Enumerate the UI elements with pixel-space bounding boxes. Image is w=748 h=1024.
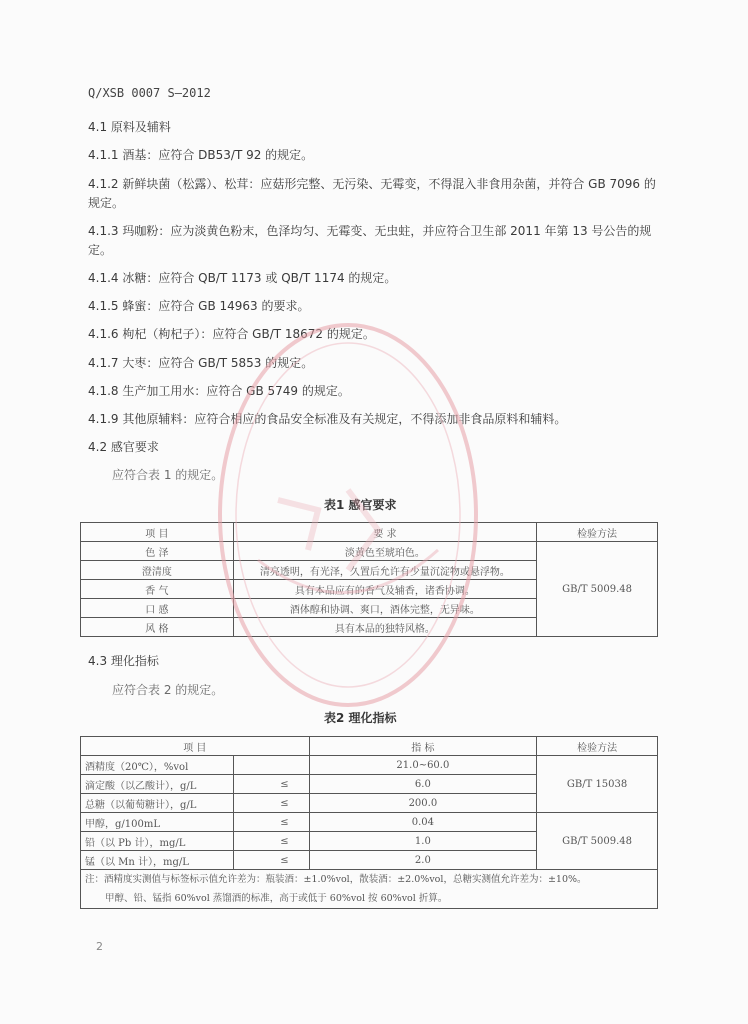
table2-symbol: ≤ xyxy=(233,813,309,832)
table2-header-value: 指 标 xyxy=(309,737,537,756)
table1-header-req: 要 求 xyxy=(233,523,536,542)
table2-method-2: GB/T 5009.48 xyxy=(537,813,658,870)
table1-item: 风 格 xyxy=(81,618,234,637)
table2-symbol: ≤ xyxy=(233,775,309,794)
table2-header-item: 项 目 xyxy=(81,737,310,756)
table2-note-line-1: 注：酒精度实测值与标签标示值允许差为：瓶装酒：±1.0%vol，散装酒：±2.0%vol，总糖实测值允许差为：±10%。 xyxy=(85,874,587,885)
section-4-3: 4.3 理化指标 xyxy=(88,654,159,668)
section-4-1-5: 4.1.5 蜂蜜：应符合 GB 14963 的要求。 xyxy=(88,299,310,313)
section-4-1-7: 4.1.7 大枣：应符合 GB/T 5853 的规定。 xyxy=(88,356,314,370)
table1-req: 具有本品的独特风格。 xyxy=(233,618,536,637)
table2-physicochemical xyxy=(80,736,658,909)
table1-caption: 表1 感官要求 xyxy=(324,498,397,512)
table1-req: 淡黄色至琥珀色。 xyxy=(233,542,536,561)
table2-symbol xyxy=(233,756,309,775)
page-number: 2 xyxy=(96,940,103,953)
table2-value: 200.0 xyxy=(309,794,537,813)
section-4-1-4: 4.1.4 冰糖：应符合 QB/T 1173 或 QB/T 1174 的规定。 xyxy=(88,271,397,285)
section-4-1-6: 4.1.6 枸杞（枸杞子）：应符合 GB/T 18672 的规定。 xyxy=(88,327,375,341)
table2-caption: 表2 理化指标 xyxy=(324,711,397,725)
official-stamp-seal xyxy=(198,300,498,730)
table2-note-line-2: 甲醇、铅、锰指 60%vol 蒸馏酒的标准，高于或低于 60%vol 按 60%vol 折算。 xyxy=(105,893,448,904)
table2-symbol: ≤ xyxy=(233,851,309,870)
section-4-1: 4.1 原料及辅料 xyxy=(88,120,171,134)
table2-item: 锰（以 Mn 计），mg/L xyxy=(81,851,234,870)
table2-value: 6.0 xyxy=(309,775,537,794)
table2-value: 2.0 xyxy=(309,851,537,870)
section-4-1-1: 4.1.1 酒基：应符合 DB53/T 92 的规定。 xyxy=(88,148,314,162)
table2-value: 21.0~60.0 xyxy=(309,756,537,775)
table2-symbol: ≤ xyxy=(233,832,309,851)
table1-header-item: 项 目 xyxy=(81,523,234,542)
table2-item: 甲醇，g/100mL xyxy=(81,813,234,832)
section-4-1-3: 4.1.3 玛咖粉：应为淡黄色粉末，色泽均匀、无霉变、无虫蛀，并应符合卫生部 2011 年第 13 号公告的规定。 xyxy=(88,224,652,257)
section-4-2: 4.2 感官要求 xyxy=(88,440,159,454)
table2-item: 总糖（以葡萄糖计），g/L xyxy=(81,794,234,813)
section-4-1-8: 4.1.8 生产加工用水：应符合 GB 5749 的规定。 xyxy=(88,384,350,398)
table2-header-method: 检验方法 xyxy=(537,737,658,756)
table2-value: 1.0 xyxy=(309,832,537,851)
table2-item: 滴定酸（以乙酸计），g/L xyxy=(81,775,234,794)
table1-header-method: 检验方法 xyxy=(537,523,658,542)
section-4-3-text: 应符合表 2 的规定。 xyxy=(112,683,224,697)
section-4-1-9: 4.1.9 其他原辅料：应符合相应的食品安全标准及有关规定，不得添加非食品原料和辅料。 xyxy=(88,412,567,426)
table2-value: 0.04 xyxy=(309,813,537,832)
table1-item: 口 感 xyxy=(81,599,234,618)
table1-method: GB/T 5009.48 xyxy=(537,542,658,637)
table1-item: 香 气 xyxy=(81,580,234,599)
table1-req: 具有本品应有的香气及辅香，诸香协调。 xyxy=(233,580,536,599)
table2-item: 铅（以 Pb 计），mg/L xyxy=(81,832,234,851)
table2-symbol: ≤ xyxy=(233,794,309,813)
standard-code: Q/XSB 0007 S—2012 xyxy=(88,86,211,100)
table1-item: 色 泽 xyxy=(81,542,234,561)
table1-req: 清亮透明，有光泽，久置后允许有少量沉淀物或悬浮物。 xyxy=(233,561,536,580)
section-4-2-text: 应符合表 1 的规定。 xyxy=(112,468,224,482)
table2-item: 酒精度（20℃），%vol xyxy=(81,756,234,775)
section-4-1-2: 4.1.2 新鲜块菌（松露）、松茸：应菇形完整、无污染、无霉变，不得混入非食用杂菌，并符合 GB 7096 的规定。 xyxy=(88,177,656,210)
table1-req: 酒体醇和协调、爽口，酒体完整，无异味。 xyxy=(233,599,536,618)
table2-method-1: GB/T 15038 xyxy=(537,756,658,813)
table1-item: 澄清度 xyxy=(81,561,234,580)
table2-note xyxy=(81,870,658,909)
